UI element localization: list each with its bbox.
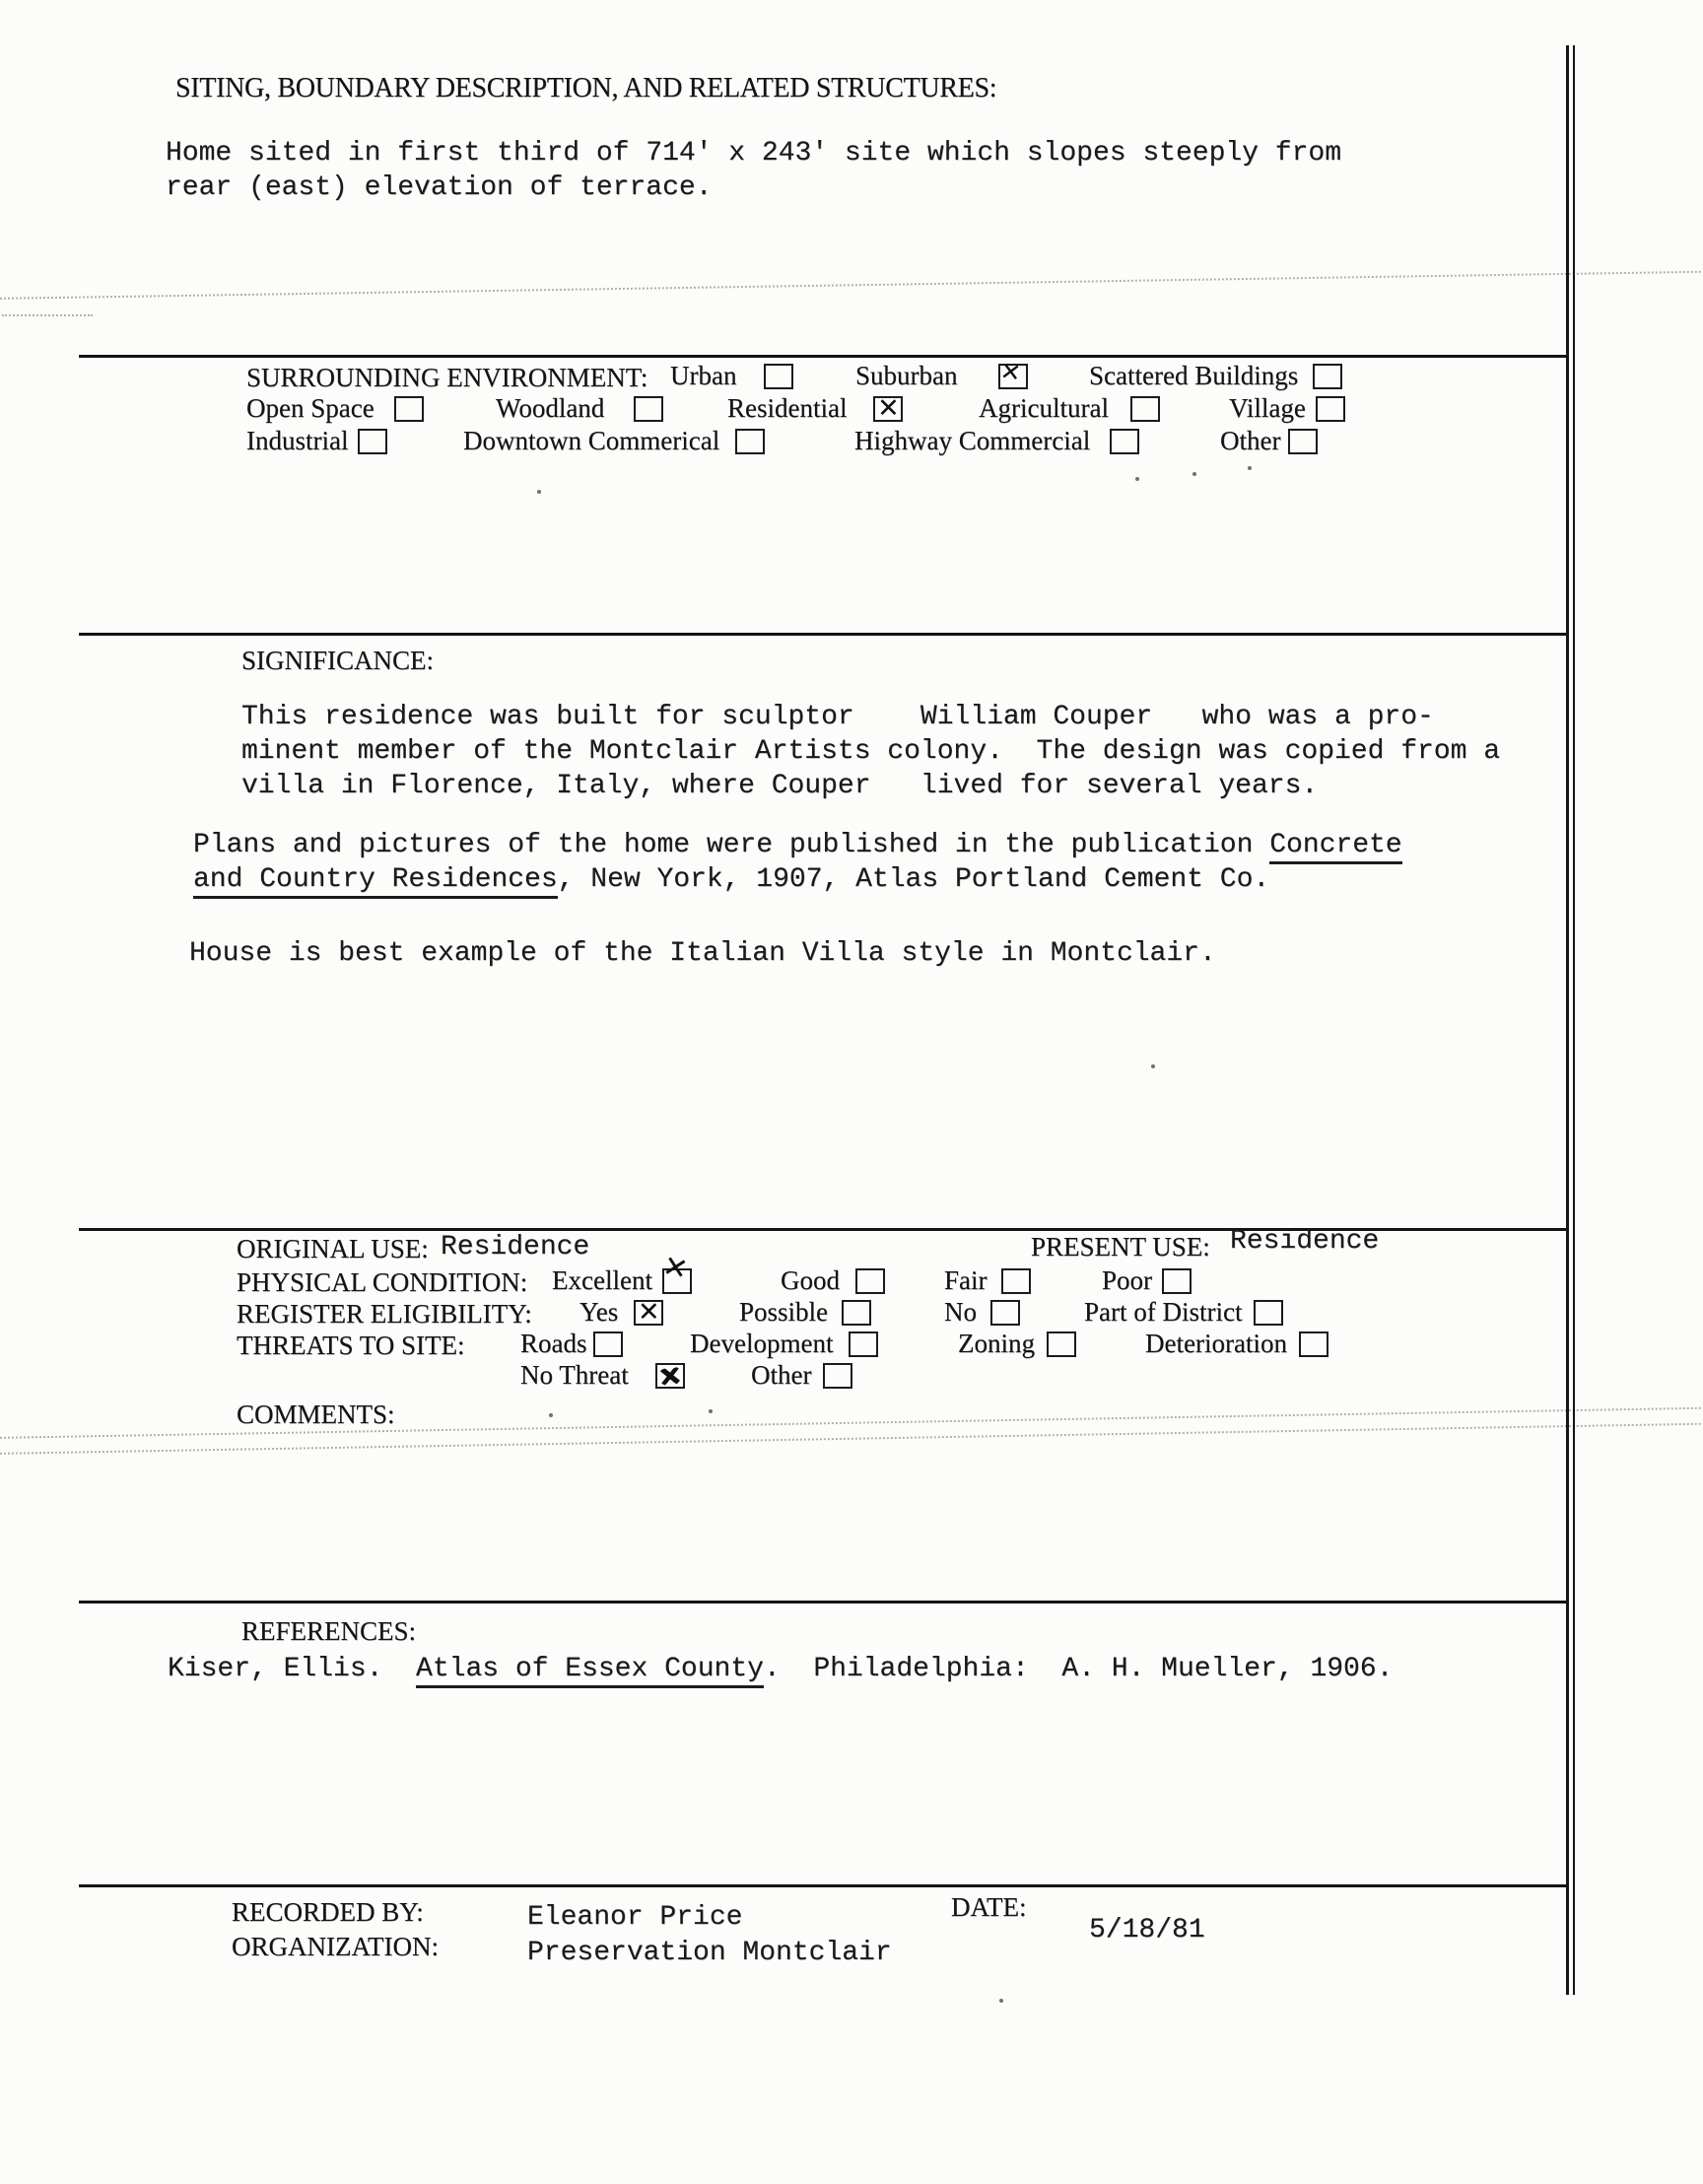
reference-citation-author: Kiser, Ellis. (168, 1654, 417, 1684)
physical-condition-label: PHYSICAL CONDITION: (237, 1267, 528, 1297)
env-option-urban (670, 361, 793, 391)
environment-section-heading: SURROUNDING ENVIRONMENT: (246, 363, 648, 392)
threat-option-no-threat-label: No Threat (520, 1360, 629, 1390)
env-option-woodland-label: Woodland (496, 393, 605, 423)
threat-option-development-checkbox[interactable] (849, 1331, 878, 1357)
publication-title-part1: Concrete (1269, 830, 1401, 864)
reference-citation-title: Atlas of Essex County (416, 1654, 764, 1688)
env-option-urban-checkbox[interactable] (764, 364, 793, 389)
scan-artifact (549, 1413, 553, 1417)
env-option-agricultural (979, 393, 1160, 424)
significance-paragraph1-line2: minent member of the Montclair Artists colony. The design was copied from a (241, 736, 1501, 767)
section-divider (79, 1601, 1569, 1604)
condition-option-good-checkbox[interactable] (855, 1268, 885, 1294)
significance-paragraph2-line1 (193, 828, 1402, 862)
comments-label: COMMENTS: (237, 1399, 395, 1429)
significance-paragraph1-line1: This residence was built for sculptor William Couper who was a pro- (241, 702, 1434, 732)
env-option-downtown-commerical-label: Downtown Commerical (463, 426, 720, 455)
recorded-by-label: RECORDED BY: (232, 1897, 424, 1927)
reference-citation (168, 1652, 1393, 1686)
threat-option-no-threat (520, 1360, 685, 1391)
env-option-open-space-label: Open Space (246, 393, 375, 423)
env-option-woodland-checkbox[interactable] (634, 396, 663, 422)
register-eligibility-label: REGISTER ELIGIBILITY: (237, 1299, 532, 1329)
env-option-woodland (496, 393, 663, 424)
env-option-village (1229, 393, 1345, 424)
env-option-other (1220, 426, 1318, 456)
env-option-industrial-checkbox[interactable] (358, 429, 387, 454)
section-divider (79, 355, 1569, 358)
siting-text-line1: Home sited in first third of 714' x 243' site which slopes steeply from (166, 138, 1341, 169)
env-option-village-label: Village (1229, 393, 1306, 423)
scan-artifact (1248, 466, 1252, 470)
eligibility-option-yes-checkbox[interactable] (634, 1300, 663, 1326)
threat-option-development-label: Development (690, 1329, 834, 1358)
env-option-industrial-label: Industrial (246, 426, 349, 455)
threat-option-deterioration-checkbox[interactable] (1299, 1331, 1328, 1357)
date-value: 5/18/81 (1089, 1915, 1205, 1945)
condition-option-good-label: Good (781, 1265, 840, 1295)
scan-artifact (999, 1999, 1003, 2003)
siting-section-heading: SITING, BOUNDARY DESCRIPTION, AND RELATED STRUCTURES: (175, 73, 997, 103)
env-option-highway-commercial (854, 426, 1139, 456)
references-section-heading: REFERENCES: (241, 1616, 417, 1646)
eligibility-option-no-label: No (944, 1297, 977, 1327)
env-option-residential-checkbox[interactable] (873, 396, 903, 422)
condition-option-fair-checkbox[interactable] (1001, 1268, 1031, 1294)
condition-option-fair (944, 1265, 1031, 1296)
significance-paragraph2-line2-text: , New York, 1907, Atlas Portland Cement Co. (557, 864, 1270, 895)
threat-option-roads-label: Roads (520, 1329, 587, 1358)
env-option-scattered-buildings-checkbox[interactable] (1313, 364, 1342, 389)
eligibility-option-possible (739, 1297, 871, 1328)
env-option-agricultural-label: Agricultural (979, 393, 1109, 423)
env-option-downtown-commerical-checkbox[interactable] (735, 429, 765, 454)
publication-title-part2: and Country Residences (193, 864, 558, 899)
env-option-highway-commercial-label: Highway Commercial (854, 426, 1091, 455)
env-option-open-space-checkbox[interactable] (394, 396, 424, 422)
condition-option-poor (1102, 1265, 1192, 1296)
env-option-scattered-buildings (1089, 361, 1342, 391)
env-option-open-space (246, 393, 424, 424)
significance-paragraph3: House is best example of the Italian Villa style in Montclair. (189, 938, 1216, 969)
env-option-suburban-checkbox[interactable] (998, 364, 1028, 389)
page-edge-line (1566, 45, 1569, 1995)
eligibility-option-yes-label: Yes (579, 1297, 619, 1327)
env-option-industrial (246, 426, 387, 456)
scan-artifact (537, 490, 541, 494)
eligibility-option-no (944, 1297, 1020, 1328)
condition-option-excellent-checkbox[interactable] (662, 1268, 692, 1294)
significance-paragraph2-line2 (193, 862, 1269, 897)
siting-text-line2: rear (east) elevation of terrace. (166, 172, 713, 203)
threat-option-development (690, 1329, 878, 1359)
eligibility-option-part-of-district (1084, 1297, 1283, 1328)
threat-option-deterioration (1145, 1329, 1328, 1359)
threat-option-no-threat-checkbox[interactable] (655, 1363, 685, 1389)
section-divider (79, 1884, 1569, 1887)
env-option-urban-label: Urban (670, 361, 737, 390)
threat-option-other-checkbox[interactable] (823, 1363, 852, 1389)
env-option-suburban (855, 361, 1028, 391)
organization-label: ORGANIZATION: (232, 1932, 439, 1961)
scan-artifact (709, 1409, 713, 1413)
reference-citation-publisher: . Philadelphia: A. H. Mueller, 1906. (763, 1654, 1394, 1684)
threat-option-zoning-label: Zoning (958, 1329, 1035, 1358)
page-edge-line (1573, 45, 1575, 1995)
env-option-village-checkbox[interactable] (1316, 396, 1345, 422)
threat-option-roads-checkbox[interactable] (593, 1331, 623, 1357)
scan-artifact (1151, 1064, 1155, 1068)
condition-option-good (781, 1265, 885, 1296)
section-divider (79, 633, 1569, 636)
threat-option-deterioration-label: Deterioration (1145, 1329, 1287, 1358)
eligibility-option-no-checkbox[interactable] (990, 1300, 1020, 1326)
threat-option-other-label: Other (751, 1360, 812, 1390)
env-option-other-checkbox[interactable] (1288, 429, 1318, 454)
scan-artifact-line (0, 271, 1703, 300)
significance-section-heading: SIGNIFICANCE: (241, 646, 435, 675)
present-use-label: PRESENT USE: (1031, 1232, 1210, 1262)
original-use-value: Residence (441, 1232, 590, 1263)
scan-artifact (1192, 472, 1196, 476)
threat-option-zoning (958, 1329, 1076, 1359)
eligibility-option-yes (579, 1297, 663, 1328)
env-option-residential-label: Residential (727, 393, 848, 423)
threat-option-zoning-checkbox[interactable] (1047, 1331, 1076, 1357)
threat-option-roads (520, 1329, 623, 1359)
organization-value: Preservation Montclair (527, 1938, 892, 1968)
scan-artifact-line (2, 314, 93, 316)
date-label: DATE: (951, 1892, 1027, 1922)
env-option-suburban-label: Suburban (855, 361, 958, 390)
threat-option-other (751, 1360, 852, 1391)
threats-to-site-label: THREATS TO SITE: (237, 1331, 465, 1360)
recorded-by-value: Eleanor Price (527, 1902, 743, 1933)
condition-option-fair-label: Fair (944, 1265, 988, 1295)
significance-paragraph1-line3: villa in Florence, Italy, where Couper lived for several years. (241, 771, 1319, 801)
env-option-downtown-commerical (463, 426, 765, 456)
eligibility-option-possible-checkbox[interactable] (842, 1300, 871, 1326)
significance-paragraph2-line1-text: Plans and pictures of the home were published in the publication (193, 830, 1270, 860)
condition-option-excellent-label: Excellent (552, 1265, 652, 1295)
condition-option-poor-label: Poor (1102, 1265, 1153, 1295)
env-option-residential (727, 393, 903, 424)
eligibility-option-possible-label: Possible (739, 1297, 829, 1327)
original-use-label: ORIGINAL USE: (237, 1234, 429, 1263)
present-use-value: Residence (1230, 1226, 1380, 1257)
eligibility-option-part-of-district-checkbox[interactable] (1254, 1300, 1283, 1326)
scan-artifact (1135, 477, 1139, 481)
env-option-scattered-buildings-label: Scattered Buildings (1089, 361, 1299, 390)
condition-option-excellent (552, 1265, 692, 1296)
condition-option-poor-checkbox[interactable] (1162, 1268, 1192, 1294)
env-option-agricultural-checkbox[interactable] (1130, 396, 1160, 422)
env-option-other-label: Other (1220, 426, 1281, 455)
env-option-highway-commercial-checkbox[interactable] (1110, 429, 1139, 454)
eligibility-option-part-of-district-label: Part of District (1084, 1297, 1243, 1327)
